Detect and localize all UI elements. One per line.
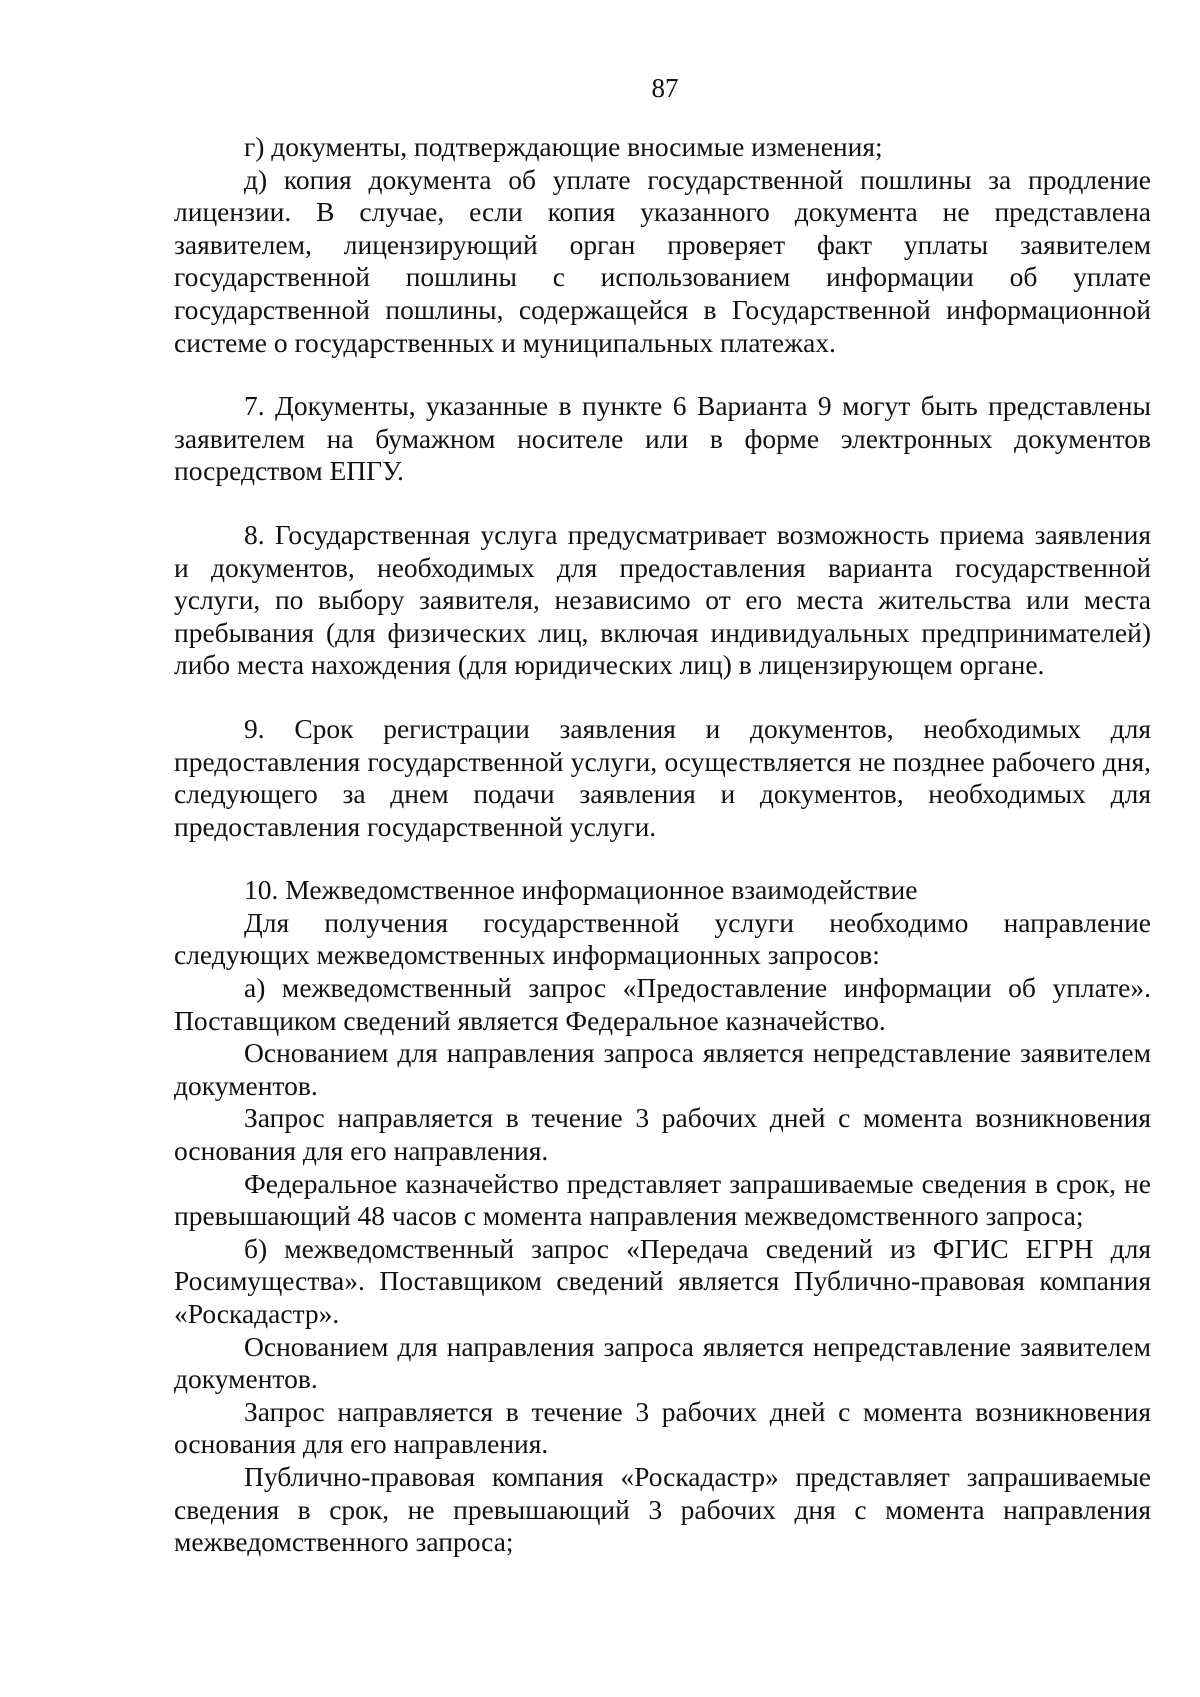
paragraph-a-response: Федеральное казначейство представляет запрашиваемые сведения в срок, не превышающий 48 часов с момента направления межведомственного запроса; [174,1167,1151,1232]
paragraph-d-fee-copy: д) копия документа об уплате государственной пошлины за продление лицензии. В случае, если копия указанного документа не представлена заявителем, лицензирующий орган проверяет факт уплаты заявителем государственной пошлины с использованием информации об уплате государственной пошлины, содержащейся в Государственной информационной системе о государственных и муниципальных платежах. [174,163,1151,358]
paragraph-a-request: а) межведомственный запрос «Предоставление информации об уплате». Поставщиком сведений является Федеральное казначейство. [174,972,1151,1036]
paragraph-9-registration-term: 9. Срок регистрации заявления и документов, необходимых для предоставления государственной услуги, осуществляется не позднее рабочего дня, следующего за днем подачи заявления и документов, необходимых для предоставления государственной услуги. [174,712,1151,842]
paragraph-b-request: б) межведомственный запрос «Передача сведений из ФГИС ЕГРН для Росимущества». Поставщиком сведений является Публично-правовая компания «Роскадастр». [174,1232,1151,1329]
paragraph-10-heading: 10. Межведомственное информационное взаимодействие [244,874,918,906]
paragraph-g-documents: г) документы, подтверждающие вносимые изменения; [244,131,883,162]
paragraph-7-documents-submission: 7. Документы, указанные в пункте 6 Варианта 9 могут быть представлены заявителем на бумажном носителе или в форме электронных документов посредством ЕПГУ. [174,390,1151,487]
paragraph-a-term: Запрос направляется в течение 3 рабочих дней с момента возникновения основания для его направления. [174,1102,1151,1167]
paragraph-b-response: Публично-правовая компания «Роскадастр» представляет запрашиваемые сведения в срок, не превышающий 3 рабочих дня с момента направления межведомственного запроса; [174,1460,1151,1558]
paragraph-8-extraterritorial: 8. Государственная услуга предусматривает возможность приема заявления и документов, необходимых для предоставления варианта государственной услуги, по выбору заявителя, независимо от его места жительства или места пребывания (для физических лиц, включая индивидуальных предпринимателей) либо места нахождения (для юридических лиц) в лицензирующем органе. [174,518,1151,681]
page-number: 87 [651,73,679,103]
paragraph-a-basis: Основанием для направления запроса является непредставление заявителем документов. [174,1037,1151,1101]
paragraph-b-term: Запрос направляется в течение 3 рабочих дней с момента возникновения основания для его направления. [174,1395,1151,1460]
paragraph-interagency-intro: Для получения государственной услуги необходимо направление следующих межведомственных информационных запросов: [174,906,1151,971]
paragraph-b-basis: Основанием для направления запроса является непредставление заявителем документов. [174,1330,1151,1395]
document-body [174,131,1151,1559]
